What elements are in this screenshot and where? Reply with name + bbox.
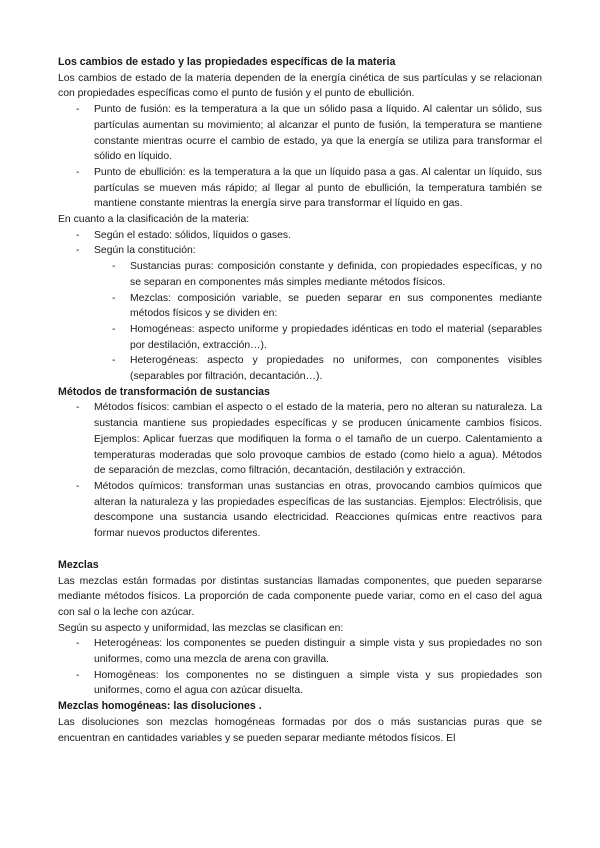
section-heading-solutions: Mezclas homogéneas: las disoluciones . — [58, 700, 262, 713]
list-item-homogeneous-mixtures: - Homogéneas: los componentes no se distinguen a simple vista y sus propiedades son uniformes, como el agua con azúcar disuelta. — [58, 668, 542, 699]
paragraph-mixtures-classify: Según su aspecto y uniformidad, las mezclas se clasifican en: — [58, 622, 344, 634]
list-transformation-methods — [58, 400, 542, 541]
list-item-homogeneous: - Homogéneas: aspecto uniforme y propiedades idénticas en todo el material (separables por destilación, extracción…). — [58, 322, 542, 353]
paragraph-state-changes-intro: Los cambios de estado de la materia dependen de la energía cinética de sus partículas y se relacionan con propiedades específicas como el punto de fusión y el punto de ebullición. — [58, 72, 542, 100]
list-item-heterogeneous-mixtures: - Heterogéneas: los componentes se pueden distinguir a simple vista y sus propiedades no son uniformes, como una mezcla de arena con gravilla. — [58, 636, 542, 667]
list-item-melting-point: - Punto de fusión: es la temperatura a la que un sólido pasa a líquido. Al calentar un sólido, sus partículas aumentan su movimiento; al alcanzar el punto de fusión, la temperatura se mantiene constante mientras ocurre el cambio de estado, ya que la energía se utiliza para transformar el sólido en líquido. — [58, 102, 542, 165]
section-spacer — [58, 542, 542, 558]
list-item-boiling-point: - Punto de ebullición: es la temperatura a la que un líquido pasa a gas. Al calentar un líquido, sus partículas se mueven más rápido; al llegar al punto de ebullición, la temperatura también se mantiene constante mientras la energía sirve para transformar el líquido en gas. — [58, 165, 542, 212]
list-state-change-points — [58, 102, 542, 212]
list-mixture-types — [58, 636, 542, 699]
paragraph-classification-intro: En cuanto a la clasificación de la materia: — [58, 214, 250, 226]
list-item-chemical-methods: - Métodos químicos: transforman unas sustancias en otras, provocando cambios químicos que alteran la naturaleza y las propiedades específicas de las sustancias. Ejemplos: Electrólisis, que descompone una sustancia usando electricidad. Reacciones químicas entre reactivos para formar nuevos productos diferentes. — [58, 479, 542, 542]
section-heading-state-changes: Los cambios de estado y las propiedades específicas de la materia — [58, 56, 396, 68]
section-heading-mixtures: Mezclas — [58, 558, 99, 571]
paragraph-solutions-intro: Las disoluciones son mezclas homogéneas formadas por dos o más sustancias puras que se encuentran en cantidades variables y se pueden separar mediante métodos físicos. El — [58, 716, 542, 744]
list-item-by-constitution: - Según la constitución: — [58, 243, 542, 259]
paragraph-mixtures-intro: Las mezclas están formadas por distintas sustancias llamadas componentes, que pueden separarse mediante métodos físicos. La proporción de cada componente puede variar, como en el caso del agua con sal o la leche con azúcar. — [58, 575, 542, 618]
list-constitution-types — [58, 259, 542, 385]
list-classification — [58, 228, 542, 259]
list-item-heterogeneous: - Heterogéneas: aspecto y propiedades no uniformes, con componentes visibles (separables por filtración, decantación…). — [58, 353, 542, 384]
section-heading-transformation-methods: Métodos de transformación de sustancias — [58, 385, 270, 398]
list-item-physical-methods: - Métodos físicos: cambian el aspecto o el estado de la materia, pero no alteran su naturaleza. La sustancia mantiene sus propiedades específicas y se producen únicamente cambios físicos. Ejemplos: Aplicar fuerzas que modifiquen la forma o el tamaño de un cuerpo. Calentamiento a temperaturas moderadas que solo provoque cambios de estado (como hielo a agua). Métodos de separación de mezclas, como filtración, decantación, destilación y extracción. — [58, 400, 542, 479]
document-page — [58, 55, 542, 746]
list-item-by-state: - Según el estado: sólidos, líquidos o gases. — [58, 228, 542, 244]
list-item-pure-substances: - Sustancias puras: composición constante y definida, con propiedades específicas, y no se separan en componentes más simples mediante métodos físicos. — [58, 259, 542, 290]
list-item-mixtures: - Mezclas: composición variable, se pueden separar en sus componentes mediante métodos físicos y se dividen en: — [58, 291, 542, 322]
